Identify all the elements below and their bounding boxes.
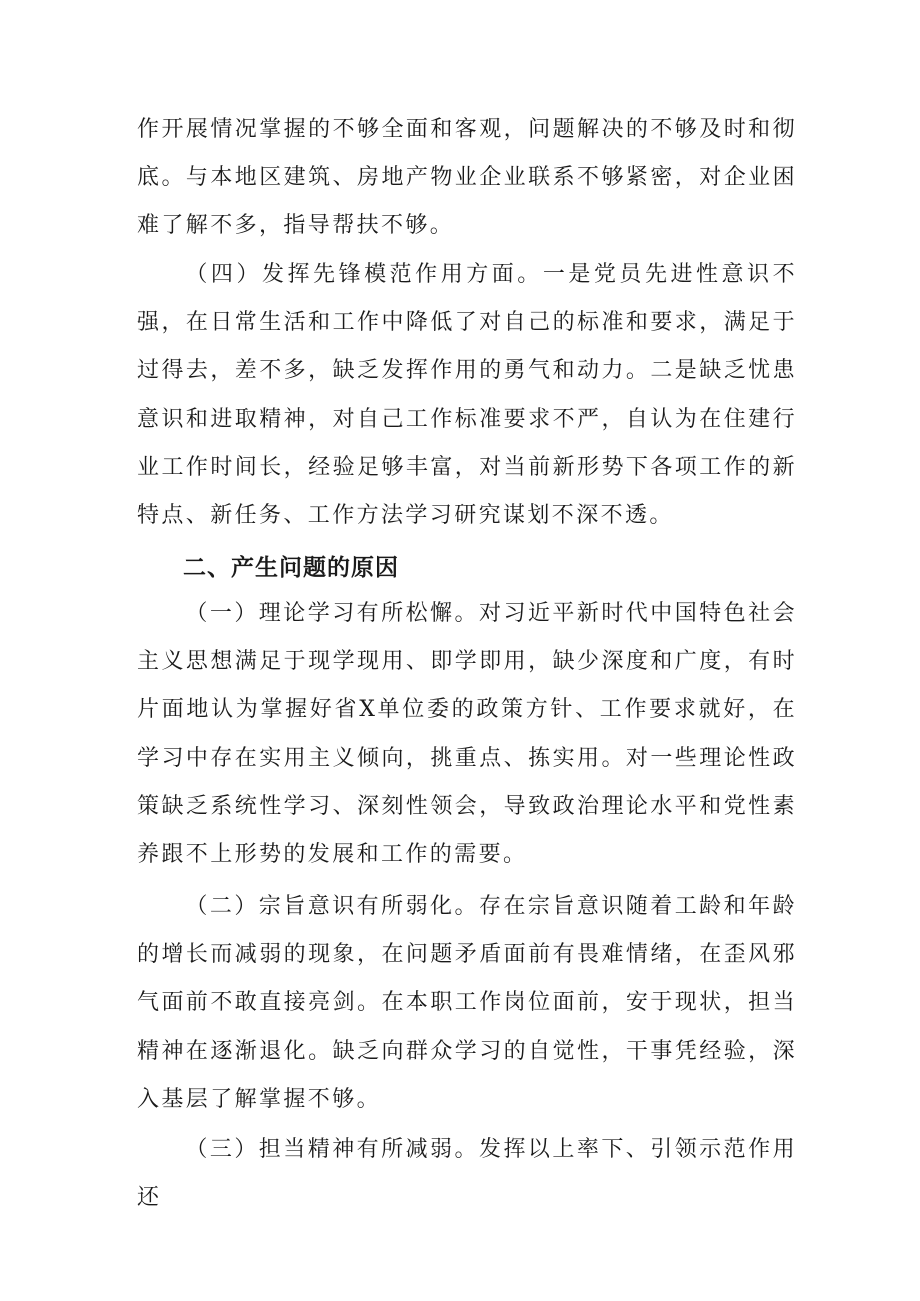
section-heading: 二、产生问题的原因 (183, 555, 399, 581)
paragraph-reason-3: （三）担当精神有所减弱。发挥以上率下、引领示范作用还 (137, 1137, 797, 1211)
paragraph-continuation: 作开展情况掌握的不够全面和客观，问题解决的不够及时和彻底。与本地区建筑、房地产物业企业联系不够紧密，对企业困难了解不多，指导帮扶不够。 (137, 117, 797, 239)
paragraph-reason-2: （二）宗旨意识有所弱化。存在宗旨意识随着工龄和年龄的增长而减弱的现象，在问题矛盾面前有畏难情绪，在歪风邪气面前不敢直接亮剑。在本职工作岗位面前，安于现状，担当精神在逐渐退化。缺乏向群众学习的自觉性，干事凭经验，深入基层了解掌握不够。 (137, 894, 797, 1112)
paragraph-section-4: （四）发挥先锋模范作用方面。一是党员先进性意识不强，在日常生活和工作中降低了对自己的标准和要求，满足于过得去，差不多，缺乏发挥作用的勇气和动力。二是缺乏忧患意识和进取精神，对自己工作标准要求不严，自认为在住建行业工作时间长，经验足够丰富，对当前新形势下各项工作的新特点、新任务、工作方法学习研究谋划不深不透。 (137, 262, 797, 529)
paragraph-reason-1: （一）理论学习有所松懈。对习近平新时代中国特色社会主义思想满足于现学现用、即学即用，缺少深度和广度，有时片面地认为掌握好省X单位委的政策方针、工作要求就好，在学习中存在实用主义倾向，挑重点、拣实用。对一些理论性政策缺乏系统性学习、深刻性领会，导致政治理论水平和党性素养跟不上形势的发展和工作的需要。 (137, 601, 797, 868)
